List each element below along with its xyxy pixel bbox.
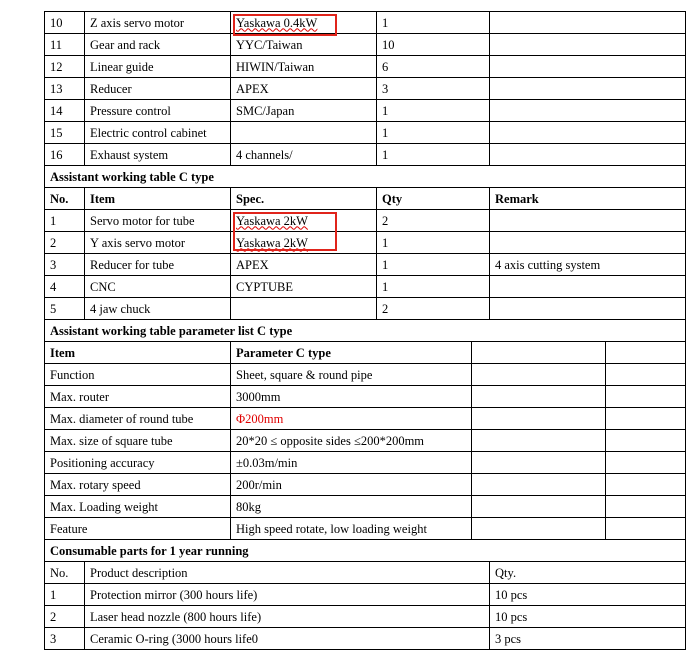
row-no: 3 (45, 628, 85, 650)
row-qty: 3 pcs (490, 628, 686, 650)
empty-cell (472, 408, 606, 430)
row-item: Electric control cabinet (85, 122, 231, 144)
table-row (45, 584, 686, 606)
row-item: Servo motor for tube (85, 210, 231, 232)
table-row (45, 452, 686, 474)
param-value: 80kg (231, 496, 472, 518)
row-no: 14 (45, 100, 85, 122)
row-no: 2 (45, 232, 85, 254)
section-title: Assistant working table parameter list C type (45, 320, 686, 342)
row-spec-text: Yaskawa 2kW (236, 235, 308, 250)
row-item: Linear guide (85, 56, 231, 78)
row-spec: SMC/Japan (231, 100, 377, 122)
row-qty: 1 (377, 12, 490, 34)
row-no: 13 (45, 78, 85, 100)
row-remark (490, 12, 686, 34)
param-value: 20*20 ≤ opposite sides ≤200*200mm (231, 430, 472, 452)
row-description: Laser head nozzle (800 hours life) (85, 606, 490, 628)
table-row (45, 78, 686, 100)
param-item: Max. size of square tube (45, 430, 231, 452)
empty-cell (606, 430, 686, 452)
table-header-row (45, 188, 686, 210)
table-row (45, 144, 686, 166)
table-row (45, 628, 686, 650)
row-remark (490, 232, 686, 254)
row-no: 5 (45, 298, 85, 320)
row-no: 1 (45, 210, 85, 232)
row-description: Protection mirror (300 hours life) (85, 584, 490, 606)
row-spec (231, 210, 377, 232)
row-remark (490, 34, 686, 56)
table-row (45, 430, 686, 452)
param-item: Max. diameter of round tube (45, 408, 231, 430)
row-spec (231, 298, 377, 320)
empty-cell (606, 386, 686, 408)
param-item: Feature (45, 518, 231, 540)
empty-cell (606, 452, 686, 474)
table-row (45, 474, 686, 496)
table-row (45, 518, 686, 540)
param-item: Max. rotary speed (45, 474, 231, 496)
row-qty: 1 (377, 232, 490, 254)
table-row (45, 34, 686, 56)
table-row (45, 12, 686, 34)
param-item: Max. router (45, 386, 231, 408)
empty-cell (472, 342, 606, 364)
row-item: Exhaust system (85, 144, 231, 166)
row-qty: 2 (377, 210, 490, 232)
empty-cell (472, 496, 606, 518)
row-qty: 6 (377, 56, 490, 78)
spec-table (44, 11, 686, 650)
param-value: 200r/min (231, 474, 472, 496)
header-spec: Spec. (231, 188, 377, 210)
param-value: 3000mm (231, 386, 472, 408)
table-header-row (45, 562, 686, 584)
row-no: 3 (45, 254, 85, 276)
empty-cell (606, 408, 686, 430)
row-remark (490, 56, 686, 78)
row-no: 12 (45, 56, 85, 78)
row-qty: 1 (377, 144, 490, 166)
row-no: 4 (45, 276, 85, 298)
row-spec: HIWIN/Taiwan (231, 56, 377, 78)
row-item: CNC (85, 276, 231, 298)
header-item: Item (85, 188, 231, 210)
row-spec: CYPTUBE (231, 276, 377, 298)
row-no: 16 (45, 144, 85, 166)
empty-cell (606, 364, 686, 386)
table-row (45, 496, 686, 518)
table-row (45, 298, 686, 320)
table-row (45, 408, 686, 430)
table-row (45, 386, 686, 408)
header-no: No. (45, 562, 85, 584)
empty-cell (472, 364, 606, 386)
empty-cell (472, 452, 606, 474)
row-remark (490, 298, 686, 320)
empty-cell (472, 386, 606, 408)
section-title-row (45, 320, 686, 342)
empty-cell (606, 518, 686, 540)
row-item: Reducer for tube (85, 254, 231, 276)
row-spec (231, 122, 377, 144)
row-remark (490, 144, 686, 166)
header-qty: Qty. (490, 562, 686, 584)
table-row (45, 254, 686, 276)
empty-cell (606, 342, 686, 364)
param-item: Function (45, 364, 231, 386)
param-value: ±0.03m/min (231, 452, 472, 474)
header-parameter: Parameter C type (231, 342, 472, 364)
row-item: Y axis servo motor (85, 232, 231, 254)
row-qty: 2 (377, 298, 490, 320)
row-remark (490, 78, 686, 100)
table-row (45, 56, 686, 78)
param-item: Max. Loading weight (45, 496, 231, 518)
row-no: 15 (45, 122, 85, 144)
row-no: 10 (45, 12, 85, 34)
empty-cell (472, 430, 606, 452)
table-row (45, 232, 686, 254)
header-description: Product description (85, 562, 490, 584)
param-value: Sheet, square & round pipe (231, 364, 472, 386)
table-row (45, 276, 686, 298)
section-title: Assistant working table C type (45, 166, 686, 188)
empty-cell (472, 474, 606, 496)
row-no: 1 (45, 584, 85, 606)
table-header-row (45, 342, 686, 364)
row-spec-text: Yaskawa 0.4kW (236, 15, 318, 30)
param-value: High speed rotate, low loading weight (231, 518, 472, 540)
row-item: Gear and rack (85, 34, 231, 56)
row-no: 2 (45, 606, 85, 628)
row-item: Reducer (85, 78, 231, 100)
empty-cell (606, 474, 686, 496)
empty-cell (606, 496, 686, 518)
row-no: 11 (45, 34, 85, 56)
row-item: 4 jaw chuck (85, 298, 231, 320)
header-qty: Qty (377, 188, 490, 210)
row-qty: 1 (377, 276, 490, 298)
row-spec (231, 12, 377, 34)
row-spec-text: Yaskawa 2kW (236, 213, 308, 228)
row-spec: APEX (231, 78, 377, 100)
empty-cell (472, 518, 606, 540)
row-item: Pressure control (85, 100, 231, 122)
spec-document (44, 11, 685, 650)
row-remark (490, 276, 686, 298)
row-qty: 3 (377, 78, 490, 100)
row-spec: YYC/Taiwan (231, 34, 377, 56)
table-row (45, 100, 686, 122)
row-item: Z axis servo motor (85, 12, 231, 34)
row-remark (490, 210, 686, 232)
row-qty: 10 (377, 34, 490, 56)
row-remark (490, 100, 686, 122)
row-spec (231, 232, 377, 254)
header-item: Item (45, 342, 231, 364)
row-spec: APEX (231, 254, 377, 276)
header-remark: Remark (490, 188, 686, 210)
row-qty: 10 pcs (490, 606, 686, 628)
table-row (45, 364, 686, 386)
param-value: Φ200mm (231, 408, 472, 430)
section-title-row (45, 540, 686, 562)
table-row (45, 606, 686, 628)
row-qty: 1 (377, 100, 490, 122)
header-no: No. (45, 188, 85, 210)
table-row (45, 122, 686, 144)
row-spec: 4 channels/ (231, 144, 377, 166)
row-remark: 4 axis cutting system (490, 254, 686, 276)
table-row (45, 210, 686, 232)
section-title: Consumable parts for 1 year running (45, 540, 686, 562)
row-qty: 1 (377, 122, 490, 144)
row-remark (490, 122, 686, 144)
row-qty: 10 pcs (490, 584, 686, 606)
row-qty: 1 (377, 254, 490, 276)
param-item: Positioning accuracy (45, 452, 231, 474)
section-title-row (45, 166, 686, 188)
row-description: Ceramic O-ring (3000 hours life0 (85, 628, 490, 650)
